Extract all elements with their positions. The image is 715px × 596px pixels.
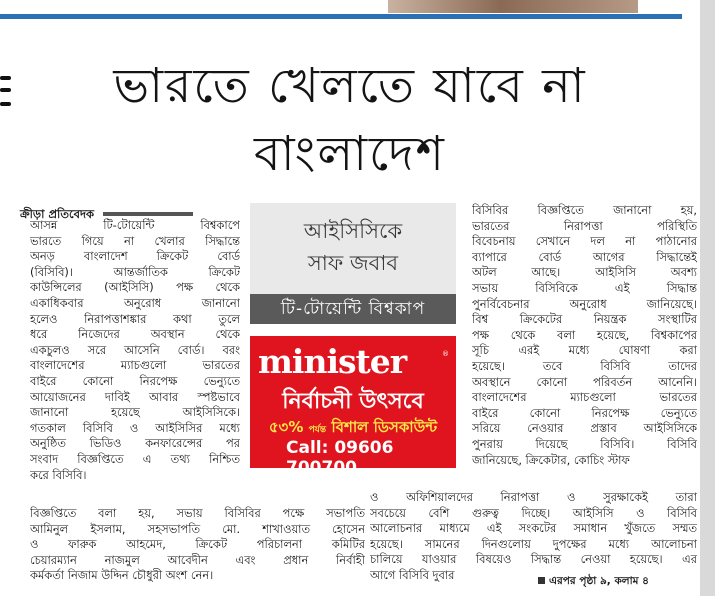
text-line: অনুষ্ঠিত ভিডিও কনফারেন্সের পর (30, 436, 240, 451)
text-line: অবস্থানে কোনো পরিবর্তন আনেনি। (472, 374, 697, 389)
text-line: কাউন্সিলের (আইসিসি) পক্ষ থেকে (30, 280, 240, 295)
text-line: ও ফারুক আহমেদ, ক্রিকেট পরিচালনা কমিটির (30, 537, 365, 552)
kicker-line-2: সাফ জবাব (307, 251, 399, 275)
headline-line-1: ভারতে খেলতে যাবে না (113, 58, 587, 114)
text-line: বাইরে কোনো নিরপেক্ষ ভেন্যুতে (472, 405, 697, 420)
text-line: বিজ্ঞপ্তিতে বলা হয়, সভায় বিসিবির পক্ষে সভাপতি (30, 506, 365, 520)
continuation-text: এরপর পৃষ্ঠা ৯, কলাম ৪ (549, 575, 649, 587)
text-line: জানিয়েছে, ক্রিকেটার, কোচিং স্টাফ (472, 452, 630, 467)
text-line: হয়েছে। সামনের দিনগুলোয় দুপক্ষের মধ্যে আলোচনা (370, 536, 697, 551)
text-line: বাংলাদেশের ম্যাচগুলো ভারতের (30, 358, 240, 373)
byline-bar (103, 212, 193, 216)
text-line: চেয়ারম্যান নাজমুল আবেদীন এবং প্রধান নির্বাহী (30, 552, 365, 567)
byline: ক্রীড়া প্রতিবেদক (20, 207, 95, 221)
text-line: আসন্ন টি-টোয়েন্টি বিশ্বকাপে (30, 218, 240, 232)
text-line: বিশ্ব ক্রিকেটের নিয়ন্ত্রক সংস্থাটির (472, 312, 697, 327)
text-line: বিসিবির বিজ্ঞপ্তিতে জানানো হয়, (472, 203, 697, 217)
ad-discount-upto: পর্যন্ত (308, 425, 327, 435)
text-line: জানানো হয়েছে আইসিসিকে। (30, 405, 240, 420)
right-column (472, 203, 697, 468)
ad-call-number: Call: 09606 700700 (286, 438, 394, 478)
minister-advertisement (250, 336, 456, 478)
text-line: করে বিসিবি। (30, 467, 87, 482)
square-bullet-icon (538, 577, 545, 584)
text-line: হলেও নিরাপত্তাশঙ্কার কথা তুলে (30, 311, 240, 326)
text-line: বিবেচনায় সেখানে দল না পাঠানোর (472, 234, 697, 249)
text-line: (বিসিবি)। আন্তর্জাতিক ক্রিকেট (30, 264, 240, 279)
text-line: সভায় বিসিবিকে এই সিদ্ধান্ত (472, 280, 697, 295)
text-line: কর্মকর্তা নিজাম উদ্দিন চৌধুরী অংশ নেন। (30, 568, 214, 583)
bottom-left-paragraph (30, 506, 365, 584)
text-line: ব্যাপারে বোর্ড আগের সিদ্ধান্তেই (472, 249, 697, 264)
text-line: ভারতের নিরাপত্তা পরিস্থিতি (472, 218, 697, 233)
left-photo-fragment (0, 74, 12, 114)
text-line: একচুলও সরে আসেনি বোর্ড। বরং (30, 342, 240, 357)
text-line: চালিয়ে যাওয়ার বিষয়েও সিদ্ধান্ত নেওয়া হয়েছে। এর (370, 552, 697, 567)
text-line: আমিনুল ইসলাম, সহসভাপতি মো. শাখাওয়াত হোসেন (30, 521, 365, 536)
text-line: ও অফিশিয়ালদের নিরাপত্তা ও সুরক্ষাকেই তারা (370, 490, 697, 504)
top-photo-fragment (388, 0, 638, 13)
kicker-line-1: আইসিসিকে (303, 219, 403, 243)
text-line: গতকাল বিসিবি ও আইসিসির মধ্যে (30, 420, 240, 435)
bottom-right-paragraph (370, 490, 697, 584)
text-line: একাধিকবার অনুরোধ জানানো (30, 295, 240, 310)
ad-discount-label: বিশাল ডিসকাউন্ট (331, 418, 438, 436)
text-line: সংবাদ বিজ্ঞপ্তিতে এ তথ্য নিশ্চিত (30, 451, 240, 466)
page-edge (700, 0, 715, 596)
kicker-series-band (250, 294, 456, 324)
text-line: পুনরায় দিয়েছে বিসিবি। বিসিবি (472, 436, 697, 451)
text-line: অনড় বাংলাদেশ ক্রিকেট বোর্ড (30, 249, 240, 264)
kicker-series: টি-টোয়েন্টি বিশ্বকাপ (280, 299, 426, 319)
ad-festival-text: নির্বাচনী উৎসবে (282, 389, 424, 414)
text-line: ধরে নিজেদের অবস্থান থেকে (30, 327, 240, 342)
left-column (30, 218, 240, 483)
text-line: পক্ষ থেকে বলা হয়েছে, বিশ্বকাপের (472, 327, 697, 342)
top-rule (0, 14, 682, 19)
text-line: অটল আছে। আইসিসি অবশ্য (472, 265, 697, 280)
text-line: বাংলাদেশের ম্যাচগুলো ভারতের (472, 390, 697, 405)
text-line: পুনর্বিবেচনার অনুরোধ জানিয়েছে। (472, 296, 697, 311)
text-line: বাইরে কোনো নিরপেক্ষ ভেন্যুতে (30, 373, 240, 388)
ad-registered-mark: ® (442, 350, 449, 358)
ad-discount-amount: ৫৩% (268, 418, 304, 436)
continuation-note (538, 574, 649, 591)
ad-brand-logo: minister (258, 342, 407, 381)
text-line: ভারতে গিয়ে না খেলার সিদ্ধান্তে (30, 233, 240, 248)
text-line: হয়েছে। তবে বিসিবি তাদের (472, 358, 697, 373)
headline-line-2: বাংলাদেশ (254, 126, 446, 182)
text-line: আগে বিসিবি দুবার (370, 567, 455, 582)
text-line: আয়োজনের দাবিই আবার স্পষ্টভাবে (30, 389, 240, 404)
text-line: সরিয়ে নেওয়ার প্রস্তাব আইসিসিকে (472, 421, 697, 436)
text-line: সূচি এরই মধ্যে ঘোষণা করা (472, 343, 697, 358)
text-line: সবচেয়ে বেশি গুরুত্ব দিচ্ছে। আইসিসি ও বিসিবি (370, 505, 697, 520)
text-line: আলোচনার মাধ্যমে এই সংকটের সমাধান খুঁজতে সম্মত (370, 521, 697, 536)
